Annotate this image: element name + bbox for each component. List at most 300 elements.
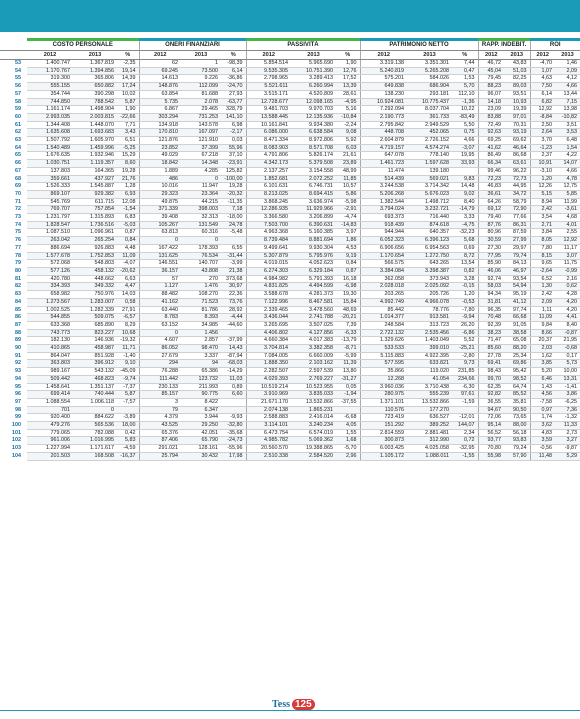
table-cell: 4.574.274 — [407, 144, 452, 152]
footer-rule — [0, 710, 580, 711]
table-cell: 88,23 — [478, 83, 504, 91]
table-cell: 98.470 — [181, 345, 221, 353]
table-cell: 3.384.084 — [360, 267, 407, 275]
table-cell: -3,99 — [221, 260, 246, 268]
table-cell: 410.865 — [27, 345, 73, 353]
table-cell: -2,80 — [452, 352, 478, 360]
table-cell: 989.167 — [27, 368, 73, 376]
table-cell: 121.876 — [139, 137, 181, 145]
table-cell: 270 — [181, 275, 221, 283]
table-cell: 6.274.303 — [246, 267, 291, 275]
table-cell: 1.283.007 — [73, 298, 117, 306]
table-cell: -6,57 — [117, 314, 139, 322]
table-cell: 5.265.208 — [407, 67, 452, 75]
table-cell: 3,07 — [555, 252, 580, 260]
table-cell: 19,14 — [117, 67, 139, 75]
table-cell: 3.636.974 — [291, 198, 336, 206]
table-cell: 611.715 — [73, 198, 117, 206]
table-cell: 3.265.695 — [246, 321, 291, 329]
table-cell: 1.119.357 — [73, 160, 117, 168]
table-cell: 555.239 — [407, 391, 452, 399]
table-cell: 123.732 — [181, 375, 221, 383]
table-cell: 2,50 — [530, 121, 555, 129]
table-cell: 851.928 — [73, 352, 117, 360]
table-cell: 1.273.567 — [27, 298, 73, 306]
table-cell: 1.096.961 — [73, 229, 117, 237]
table-cell: 46,72 — [478, 60, 504, 68]
table-cell: 94,34 — [478, 291, 504, 299]
table-cell: 2,03 — [530, 345, 555, 353]
table-cell: 5.069.362 — [291, 437, 336, 445]
row-number: 57 — [15, 90, 21, 97]
table-cell: 108.270 — [181, 291, 221, 299]
table-cell: 72,49 — [478, 121, 504, 129]
table-cell: 20,37 — [530, 337, 555, 345]
table-cell: 5,20 — [530, 368, 555, 376]
table-cell: 743.773 — [27, 329, 73, 337]
table-cell: 97,61 — [452, 391, 478, 399]
table-cell: 8,72 — [452, 252, 478, 260]
table-cell: 60.316 — [181, 229, 221, 237]
table-row — [0, 291, 580, 299]
table-cell: 55,98 — [478, 452, 504, 460]
table-cell: 12,92 — [555, 237, 580, 245]
table-cell: -0,99 — [555, 267, 580, 275]
table-row — [0, 352, 580, 360]
table-cell: 3.714.342 — [407, 183, 452, 191]
table-cell: 5,73 — [555, 360, 580, 368]
table-cell: 86,68 — [504, 152, 530, 160]
table-cell: -55,96 — [221, 445, 246, 453]
table-cell: 144,07 — [452, 422, 478, 430]
row-number: 101 — [12, 429, 21, 436]
table-cell: -12,01 — [452, 414, 478, 422]
table-cell: 1.087.510 — [27, 229, 73, 237]
table-cell: 0,97 — [530, 406, 555, 414]
table-cell: -3,07 — [452, 144, 478, 152]
table-cell: 4,28 — [555, 291, 580, 299]
table-cell: 10,02 — [117, 90, 139, 98]
table-cell: 46,06 — [478, 267, 504, 275]
table-cell: 9,83 — [452, 175, 478, 183]
table-cell: 77,95 — [478, 252, 504, 260]
table-cell: 13.588.445 — [246, 113, 291, 121]
table-cell: 647.078 — [360, 152, 407, 160]
table-cell: 359.661 — [27, 175, 73, 183]
table-cell: 6.101.631 — [246, 183, 291, 191]
table-cell: 0,62 — [555, 283, 580, 291]
table-cell: 1.161.174 — [27, 106, 73, 114]
table-cell: 10.751.390 — [291, 67, 336, 75]
table-cell: 1.545.887 — [73, 183, 117, 191]
table-cell: 30.432 — [181, 452, 221, 460]
table-row — [0, 221, 580, 229]
table-cell: 14.348 — [181, 160, 221, 168]
table-cell: 182.130 — [27, 337, 73, 345]
table-cell: 3.289.413 — [291, 75, 336, 83]
table-cell: 5,50 — [452, 121, 478, 129]
table-cell: 12,76 — [336, 67, 360, 75]
table-cell: 29.323 — [139, 190, 181, 198]
table-cell: 0 — [181, 175, 221, 183]
year-2013: 2013 — [407, 51, 452, 60]
table-row — [0, 267, 580, 275]
table-cell: 3.507.025 — [291, 321, 336, 329]
year-header-row — [0, 51, 580, 60]
table-cell: 913.581 — [407, 314, 452, 322]
table-cell: 4,63 — [530, 75, 555, 83]
table-row — [0, 383, 580, 391]
table-cell: 2.993.035 — [27, 113, 73, 121]
table-row — [0, 306, 580, 314]
table-cell: 8,40 — [452, 198, 478, 206]
table-cell: 69,62 — [504, 137, 530, 145]
table-cell: 1.459.996 — [73, 144, 117, 152]
page-footer — [0, 698, 580, 719]
table-cell: 4.494.599 — [291, 283, 336, 291]
table-cell: 134.918 — [139, 121, 181, 129]
table-cell: 313.723 — [407, 321, 452, 329]
table-cell: 34,72 — [504, 190, 530, 198]
table-cell: -63,77 — [221, 98, 246, 106]
table-cell: 3.704.814 — [246, 345, 291, 353]
table-cell: 1 — [181, 60, 221, 68]
row-number: 53 — [15, 60, 21, 67]
table-cell: -16,37 — [117, 452, 139, 460]
row-number: 67 — [15, 167, 21, 174]
table-cell: 544.855 — [27, 314, 73, 322]
table-cell: 21,61 — [336, 152, 360, 160]
table-cell: 1.367.819 — [73, 60, 117, 68]
table-cell: 300.873 — [360, 437, 407, 445]
table-cell: -9,87 — [555, 445, 580, 453]
table-cell: 2,64 — [530, 129, 555, 137]
table-row — [0, 252, 580, 260]
table-cell: 2.072.252 — [291, 175, 336, 183]
table-cell: -2,17 — [221, 129, 246, 137]
table-row — [0, 144, 580, 152]
table-cell: 874.618 — [407, 221, 452, 229]
table-cell: 9.970.703 — [291, 106, 336, 114]
table-cell: 399.010 — [407, 345, 452, 353]
table-cell: 93,19 — [504, 129, 530, 137]
table-cell: 4,78 — [555, 175, 580, 183]
table-cell: 1.371.101 — [360, 398, 407, 406]
table-cell: 4.281.373 — [291, 291, 336, 299]
table-cell: 575.201 — [360, 75, 407, 83]
table-cell: -10,84 — [336, 113, 360, 121]
table-cell: 545.769 — [27, 198, 73, 206]
table-cell: 90.775 — [181, 391, 221, 399]
table-cell: 8.037.704 — [407, 106, 452, 114]
table-cell: 1.105.172 — [360, 452, 407, 460]
table-cell: 43.808 — [181, 267, 221, 275]
table-cell: 4,20 — [555, 306, 580, 314]
table-cell: -68,03 — [221, 360, 246, 368]
table-cell: 141,10 — [221, 113, 246, 121]
table-cell: 93,77 — [478, 437, 504, 445]
year-2012: 2012 — [27, 51, 73, 60]
table-cell: 27,93 — [221, 90, 246, 98]
table-cell: 8.213.025 — [246, 190, 291, 198]
table-cell: 5.826.174 — [291, 152, 336, 160]
table-cell: 1.002.525 — [27, 306, 73, 314]
table-cell: 1.394.856 — [73, 67, 117, 75]
table-cell: 86,49 — [478, 152, 504, 160]
table-cell: 6,46 — [530, 375, 555, 383]
table-row — [0, 321, 580, 329]
year-2013: 2013 — [181, 51, 221, 60]
table-cell: 2.814.559 — [360, 429, 407, 437]
table-cell: 1.458.641 — [27, 383, 73, 391]
table-cell: 723.419 — [360, 414, 407, 422]
table-cell: 1.498.904 — [73, 106, 117, 114]
table-cell: -18,00 — [221, 214, 246, 222]
table-cell: 0,84 — [336, 260, 360, 268]
table-cell: -4,07 — [117, 260, 139, 268]
table-cell: 140.707 — [181, 260, 221, 268]
table-cell: 11.929.966 — [291, 206, 336, 214]
table-cell: 3,59 — [530, 437, 555, 445]
table-cell: 167.422 — [139, 244, 181, 252]
table-cell: 3,84 — [530, 229, 555, 237]
table-cell: 29,97 — [504, 244, 530, 252]
table-cell: -2,35 — [117, 60, 139, 68]
table-row — [0, 360, 580, 368]
table-cell: -1,41 — [555, 383, 580, 391]
table-cell: 577.126 — [27, 267, 73, 275]
table-row — [0, 229, 580, 237]
table-cell: 62,35 — [478, 383, 504, 391]
table-cell: 929.382 — [73, 190, 117, 198]
table-cell: -1,54 — [117, 206, 139, 214]
table-cell: 1,43 — [530, 383, 555, 391]
table-cell: 8.739.484 — [246, 237, 291, 245]
table-cell: 35,81 — [504, 398, 530, 406]
table-cell: 19,28 — [221, 183, 246, 191]
table-cell: 0 — [73, 406, 117, 414]
table-cell: 81.786 — [181, 306, 221, 314]
section-oneri-finanziari: ONERI FINANZIARI — [139, 41, 246, 51]
row-number: 69 — [15, 183, 21, 190]
table-cell: 6,03 — [336, 144, 360, 152]
table-cell: 36.157 — [139, 267, 181, 275]
table-cell: 458.987 — [73, 345, 117, 353]
table-cell: 294 — [139, 360, 181, 368]
table-cell: 5.676.023 — [407, 190, 452, 198]
table-cell: 4.660.384 — [246, 337, 291, 345]
table-cell: 8.471.334 — [246, 137, 291, 145]
table-cell: 30,59 — [478, 237, 504, 245]
table-cell: 19.388.865 — [291, 445, 336, 453]
table-cell: 86.052 — [139, 345, 181, 353]
table-cell: 0,47 — [452, 67, 478, 75]
table-cell: 1,28 — [117, 183, 139, 191]
table-cell: 20.560.570 — [246, 445, 291, 453]
table-cell: 37.399 — [181, 144, 221, 152]
table-cell: 5.965.690 — [291, 60, 336, 68]
table-cell: 5,85 — [555, 190, 580, 198]
table-cell: 69,25 — [478, 137, 504, 145]
row-number: 61 — [15, 121, 21, 128]
table-cell: -0,68 — [555, 345, 580, 353]
section-patrimonio-netto: PATRIMONIO NETTO — [360, 41, 478, 51]
table-cell: 7,44 — [452, 60, 478, 68]
table-cell: 4.963.368 — [246, 229, 291, 237]
table-cell: 65,08 — [504, 337, 530, 345]
row-number: 99 — [15, 414, 21, 421]
table-cell: 6,98 — [221, 121, 246, 129]
table-cell: 6,14 — [530, 90, 555, 98]
table-cell: 11,85 — [336, 175, 360, 183]
table-row — [0, 375, 580, 383]
table-cell: 577.595 — [360, 360, 407, 368]
table-cell: 2.881.481 — [407, 429, 452, 437]
table-cell: 14,39 — [117, 75, 139, 83]
table-cell: 85.442 — [360, 306, 407, 314]
table-cell: 869.107 — [27, 190, 73, 198]
table-cell: 693.373 — [360, 214, 407, 222]
table-cell: 685.890 — [73, 321, 117, 329]
table-cell: 779.065 — [27, 429, 73, 437]
table-cell: 105.267 — [139, 221, 181, 229]
table-cell: 1,46 — [555, 60, 580, 68]
table-cell: 4.017.383 — [291, 337, 336, 345]
table-cell: -5,70 — [336, 445, 360, 453]
table-cell: 14,07 — [555, 160, 580, 168]
table-cell: 19,28 — [117, 167, 139, 175]
table-cell: 92,82 — [478, 391, 504, 399]
table-row — [0, 329, 580, 337]
row-number: 59 — [15, 106, 21, 113]
table-cell: 85,90 — [478, 260, 504, 268]
table-cell: 112.099 — [181, 83, 221, 91]
row-number: 93 — [15, 368, 21, 375]
table-cell: 2.103.162 — [291, 360, 336, 368]
table-cell: 7.122.996 — [246, 298, 291, 306]
table-cell: 205.726 — [407, 291, 452, 299]
table-cell: 26,20 — [452, 321, 478, 329]
table-cell: 636.527 — [407, 414, 452, 422]
table-cell: 87,59 — [504, 229, 530, 237]
table-cell: 448.708 — [360, 129, 407, 137]
table-cell: 8,94 — [530, 198, 555, 206]
brand-name: Tess — [272, 699, 290, 710]
table-cell: 5.160.385 — [291, 229, 336, 237]
row-number: 83 — [15, 291, 21, 298]
table-cell: 420.780 — [27, 275, 73, 283]
table-cell: 1,74 — [530, 414, 555, 422]
table-cell: 2.190.773 — [360, 113, 407, 121]
table-cell: 36,55 — [478, 398, 504, 406]
table-cell: 35.866 — [360, 368, 407, 376]
table-row — [0, 298, 580, 306]
table-cell: 12.135.936 — [291, 113, 336, 121]
table-cell: 4.379 — [139, 414, 181, 422]
table-cell: 10,68 — [117, 329, 139, 337]
table-cell: 14,48 — [452, 183, 478, 191]
table-cell: 170.810 — [139, 129, 181, 137]
table-cell: 7,36 — [555, 406, 580, 414]
table-cell: 178.393 — [181, 244, 221, 252]
table-cell: 6.574.019 — [291, 429, 336, 437]
table-cell: -20,21 — [336, 314, 360, 322]
table-cell: 823.227 — [73, 329, 117, 337]
row-number: 55 — [15, 75, 21, 82]
table-cell: 45,04 — [478, 67, 504, 75]
table-cell: -11,35 — [221, 198, 246, 206]
table-cell: 1.088.011 — [407, 452, 452, 460]
table-cell: 8,05 — [530, 237, 555, 245]
table-cell: 3,86 — [555, 391, 580, 399]
table-cell: -0,15 — [452, 283, 478, 291]
table-cell: 1,53 — [452, 75, 478, 83]
table-cell: 96,07 — [478, 90, 504, 98]
table-cell: 569.021 — [407, 175, 452, 183]
table-cell: 10.775.437 — [407, 98, 452, 106]
table-cell: 164.365 — [73, 167, 117, 175]
table-cell: 99,70 — [478, 375, 504, 383]
financial-table — [0, 38, 580, 461]
table-cell: 312.990 — [407, 437, 452, 445]
table-row — [0, 429, 580, 437]
table-cell: 1.577.678 — [27, 252, 73, 260]
table-cell: 6.660.009 — [291, 352, 336, 360]
table-cell: 3.794.024 — [360, 206, 407, 214]
table-cell: 13,39 — [336, 83, 360, 91]
table-row — [0, 121, 580, 129]
row-number: 64 — [15, 144, 21, 151]
table-cell — [221, 406, 246, 414]
table-cell: -0,56 — [530, 445, 555, 453]
table-cell: -0,53 — [452, 298, 478, 306]
year-2012: 2012 — [530, 51, 555, 60]
table-cell: 864.047 — [27, 352, 73, 360]
table-cell: 12,08 — [117, 198, 139, 206]
table-cell: 6,83 — [117, 214, 139, 222]
row-number: 84 — [15, 298, 21, 305]
table-cell: 8.467.581 — [291, 298, 336, 306]
table-cell: 88.482 — [139, 291, 181, 299]
table-cell: 9.499.641 — [246, 244, 291, 252]
table-cell: 448.662 — [73, 275, 117, 283]
table-cell: 87,76 — [478, 221, 504, 229]
table-cell: -14,79 — [452, 206, 478, 214]
table-cell: 5.735 — [139, 98, 181, 106]
table-cell: 92,63 — [478, 129, 504, 137]
table-cell: -35,68 — [221, 429, 246, 437]
table-cell: 96,22 — [504, 167, 530, 175]
table-cell: 2,09 — [555, 67, 580, 75]
row-number: 65 — [15, 152, 21, 159]
table-cell: 926.883 — [73, 244, 117, 252]
table-cell: -5,48 — [221, 229, 246, 237]
table-cell: 584.026 — [407, 75, 452, 83]
table-cell: 2.741.788 — [291, 314, 336, 322]
table-cell: 82,25 — [504, 75, 530, 83]
table-cell: 2,34 — [452, 429, 478, 437]
table-cell: 131.549 — [181, 221, 221, 229]
table-cell: -14,29 — [221, 368, 246, 376]
table-cell: 509.442 — [27, 375, 73, 383]
table-cell: -32,95 — [452, 445, 478, 453]
table-cell: 83,88 — [478, 113, 504, 121]
year-2013: 2013 — [73, 51, 117, 60]
table-cell: -36,86 — [221, 75, 246, 83]
table-cell: 146.551 — [139, 260, 181, 268]
table-cell: 13.532.866 — [407, 398, 452, 406]
row-number: 60 — [15, 113, 21, 120]
